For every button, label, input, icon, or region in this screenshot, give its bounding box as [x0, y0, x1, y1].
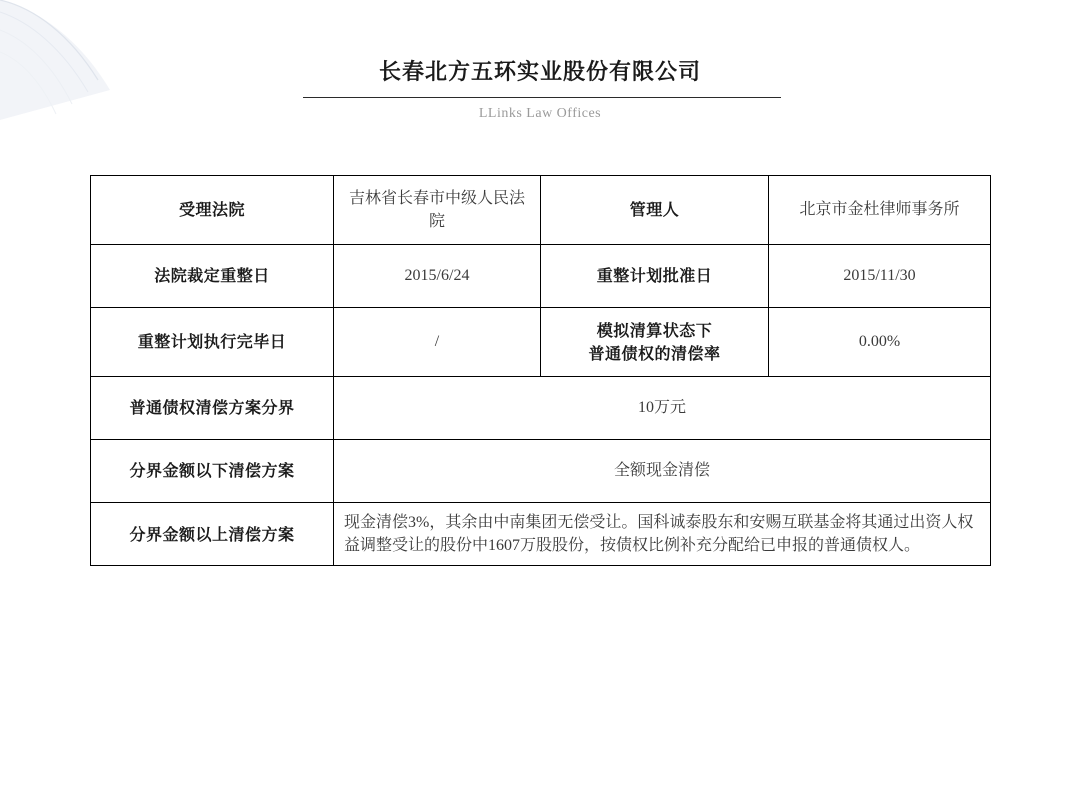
row-label-above-threshold-plan: 分界金额以上清偿方案 — [91, 503, 334, 566]
row-value-threshold: 10万元 — [334, 377, 991, 440]
row-value-completion-date: / — [334, 308, 541, 377]
table-row — [91, 308, 991, 377]
table-row — [91, 503, 991, 566]
row-value-ruling-date: 2015/6/24 — [334, 245, 541, 308]
row-label-administrator: 管理人 — [541, 176, 769, 245]
row-value-approval-date: 2015/11/30 — [769, 245, 991, 308]
row-label-simulated-repayment-rate — [541, 308, 769, 377]
law-firm-name: LLinks Law Offices — [478, 106, 602, 121]
table-row — [91, 176, 991, 245]
document-title: 长春北方五环实业股份有限公司 — [378, 59, 701, 85]
row-value-above-threshold-plan: 现金清偿3%，其余由中南集团无偿受让。国科诚泰股东和安赐互联基金将其通过出资人权益调整受让的股份中1607万股股份，按债权比例补充分配给已申报的普通债权人。 — [334, 503, 991, 566]
table-row — [91, 245, 991, 308]
table-row — [91, 440, 991, 503]
row-value-below-threshold-plan: 全额现金清偿 — [334, 440, 991, 503]
row-label-threshold: 普通债权清偿方案分界 — [91, 377, 334, 440]
row-label-approval-date: 重整计划批准日 — [541, 245, 769, 308]
restructuring-info-table — [90, 175, 991, 566]
row-value-court: 吉林省长春市中级人民法院 — [334, 176, 541, 245]
row-label-completion-date: 重整计划执行完毕日 — [91, 308, 334, 377]
table-row — [91, 377, 991, 440]
row-label-court: 受理法院 — [91, 176, 334, 245]
row-label-below-threshold-plan: 分界金额以下清偿方案 — [91, 440, 334, 503]
row-value-administrator: 北京市金杜律师事务所 — [769, 176, 991, 245]
row-value-simulated-repayment-rate: 0.00% — [769, 308, 991, 377]
label-line-1: 模拟清算状态下 — [596, 320, 713, 340]
row-label-ruling-date: 法院裁定重整日 — [91, 245, 334, 308]
title-divider — [303, 97, 781, 98]
label-line-2: 普通债权的清偿率 — [588, 344, 721, 363]
